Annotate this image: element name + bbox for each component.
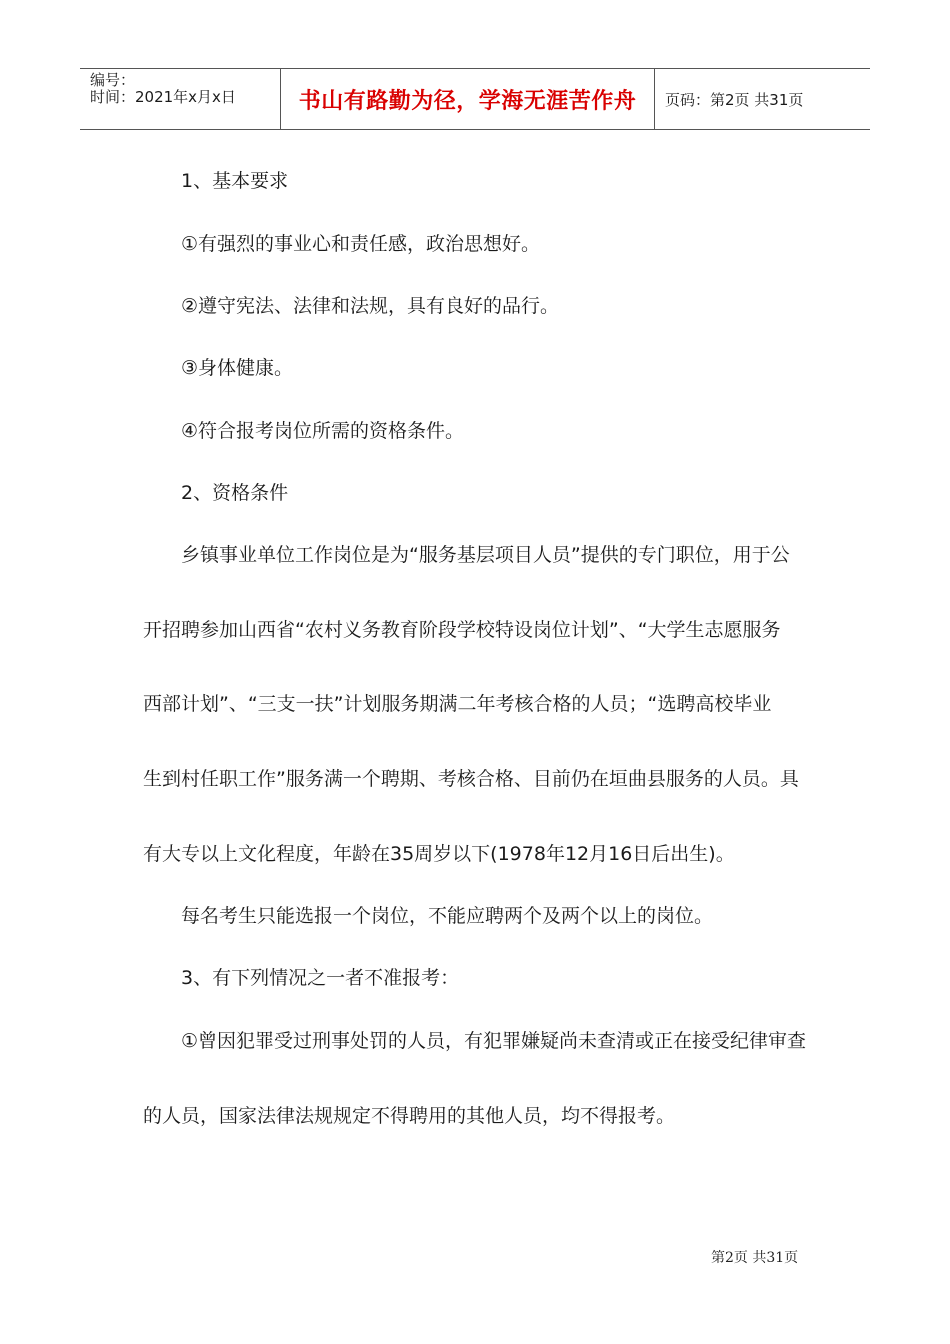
serial-number-label: 编号： (90, 71, 136, 89)
header-meta-cell (80, 69, 281, 129)
section-heading: 2、资格条件 (181, 482, 289, 504)
paragraph-line: 乡镇事业单位工作岗位是为“服务基层项目人员”提供的专门职位，用于公 (181, 544, 790, 566)
section-heading: 3、有下列情况之一者不准报考： (181, 967, 460, 989)
list-item: ③身体健康。 (181, 357, 294, 379)
paragraph-line: 每名考生只能选报一个岗位，不能应聘两个及两个以上的岗位。 (181, 905, 714, 927)
page-header (80, 68, 870, 130)
paragraph-line: 生到村任职工作”服务满一个聘期、考核合格、目前仍在垣曲县服务的人员。具 (143, 768, 799, 790)
paragraph-line: 的人员，国家法律法规规定不得聘用的其他人员，均不得报考。 (143, 1105, 676, 1127)
header-page-code: 页码：第2页 共31页 (665, 90, 804, 109)
list-item: ①曾因犯罪受过刑事处罚的人员，有犯罪嫌疑尚未查清或正在接受纪律审查 (181, 1030, 807, 1052)
date-label: 时间：2021年x月x日 (90, 88, 236, 106)
header-motto-cell (281, 69, 655, 129)
list-item: ①有强烈的事业心和责任感，政治思想好。 (181, 233, 541, 255)
paragraph-line: 开招聘参加山西省“农村义务教育阶段学校特设岗位计划”、“大学生志愿服务 (143, 619, 781, 641)
section-heading: 1、基本要求 (181, 170, 289, 192)
paragraph-line: 西部计划”、“三支一扶”计划服务期满二年考核合格的人员；“选聘高校毕业 (143, 693, 772, 715)
header-page-cell (655, 69, 870, 129)
paragraph-line: 有大专以上文化程度，年龄在35周岁以下(1978年12月16日后出生)。 (143, 843, 735, 865)
header-motto: 书山有路勤为径，学海无涯苦作舟 (298, 88, 637, 114)
page-footer: 第2页 共31页 (711, 1250, 799, 1266)
list-item: ②遵守宪法、法律和法规，具有良好的品行。 (181, 295, 560, 317)
list-item: ④符合报考岗位所需的资格条件。 (181, 420, 465, 442)
